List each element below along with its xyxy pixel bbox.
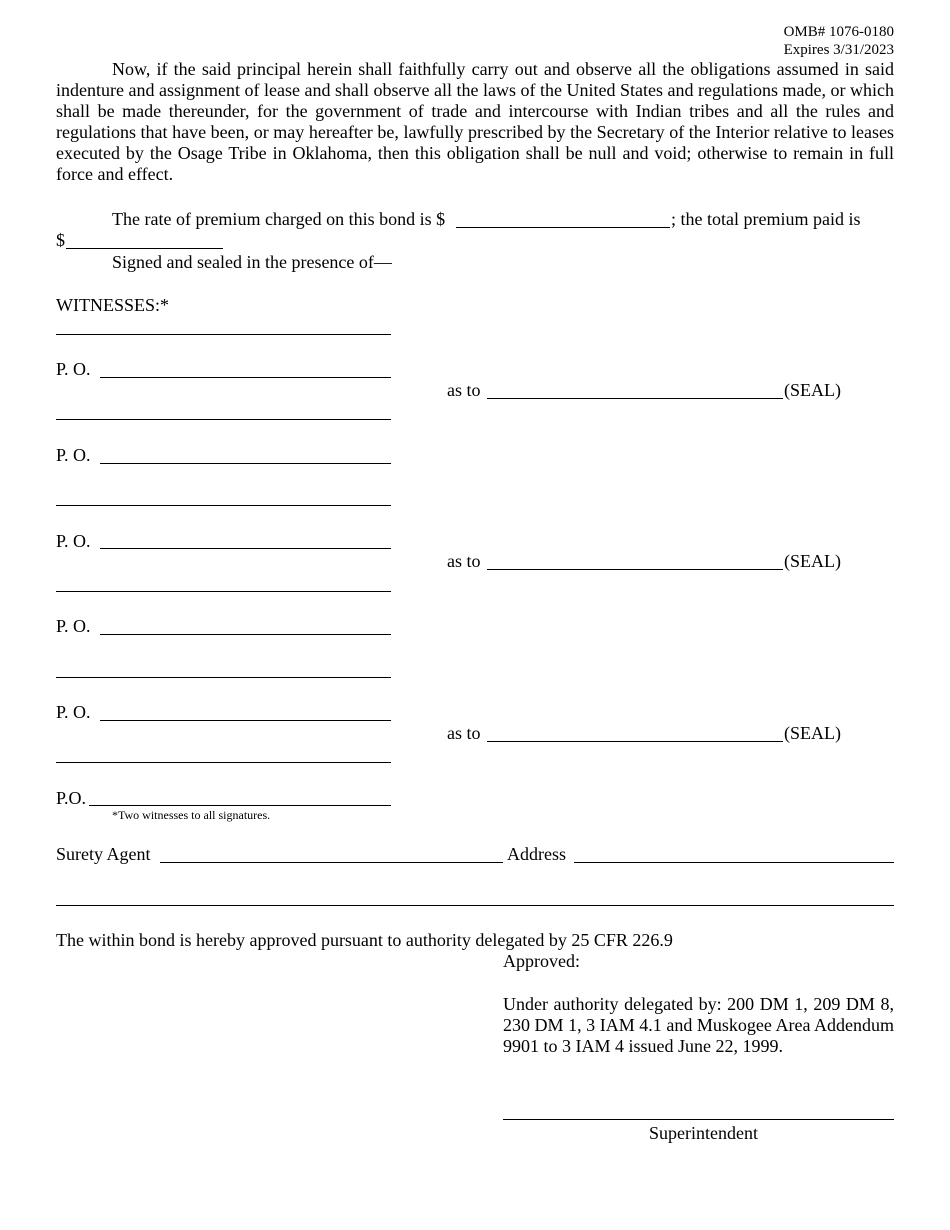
approved-label: Approved: bbox=[503, 951, 580, 971]
po-label: P.O. bbox=[56, 788, 87, 808]
witnesses-label: WITNESSES:* bbox=[56, 295, 170, 315]
seal-label: (SEAL) bbox=[784, 380, 841, 400]
surety-signature-field[interactable] bbox=[487, 741, 783, 742]
po-label: P. O. bbox=[56, 359, 91, 379]
po-label: P. O. bbox=[56, 445, 91, 465]
section-divider bbox=[56, 905, 894, 906]
surety-agent-label: Surety Agent bbox=[56, 844, 151, 864]
surety-agent-field[interactable] bbox=[160, 862, 503, 863]
witness-footnote: *Two witnesses to all signatures. bbox=[112, 808, 271, 822]
po-label: P. O. bbox=[56, 616, 91, 636]
premium-dollar-sign: $ bbox=[56, 230, 65, 250]
principal-signature-field[interactable] bbox=[487, 398, 783, 399]
witness-signature-line[interactable] bbox=[56, 334, 391, 335]
expiration-date: Expires 3/31/2023 bbox=[783, 42, 894, 58]
po-field[interactable] bbox=[100, 548, 391, 549]
as-to-label: as to bbox=[447, 380, 481, 400]
premium-total-text: ; the total premium paid is bbox=[671, 209, 861, 229]
signed-sealed-text: Signed and sealed in the presence of— bbox=[112, 252, 392, 272]
witness-signature-line[interactable] bbox=[56, 677, 391, 678]
witness-signature-line[interactable] bbox=[56, 419, 391, 420]
as-to-label: as to bbox=[447, 723, 481, 743]
premium-rate-text: The rate of premium charged on this bond is $ bbox=[112, 209, 446, 229]
po-field[interactable] bbox=[89, 805, 391, 806]
premium-rate-field[interactable] bbox=[456, 227, 670, 228]
omb-number: OMB# 1076-0180 bbox=[783, 24, 894, 40]
seal-label: (SEAL) bbox=[784, 723, 841, 743]
po-label: P. O. bbox=[56, 702, 91, 722]
superintendent-signature-line[interactable] bbox=[503, 1119, 894, 1120]
obligation-paragraph: Now, if the said principal herein shall faithfully carry out and observe all the obligations assumed in said indenture and assignment of lease and shall observe all the laws of the United States and regulations made, or which shall be made thereunder, for the government of trade and intercourse with Indian tribes and all the rules and regulations that have been, or may hereafter be, lawfully prescribed by the Secretary of the Interior relative to leases executed by the Osage Tribe in Oklahoma, then this obligation shall be null and void; otherwise to remain in full force and effect. bbox=[56, 59, 894, 184]
po-field[interactable] bbox=[100, 720, 391, 721]
po-field[interactable] bbox=[100, 463, 391, 464]
principal-signature-field[interactable] bbox=[487, 569, 783, 570]
premium-total-field[interactable] bbox=[66, 248, 223, 249]
witness-signature-line[interactable] bbox=[56, 762, 391, 763]
witness-signature-line[interactable] bbox=[56, 591, 391, 592]
po-field[interactable] bbox=[100, 377, 391, 378]
witness-signature-line[interactable] bbox=[56, 505, 391, 506]
authority-text: Under authority delegated by: 200 DM 1, 209 DM 8, 230 DM 1, 3 IAM 4.1 and Muskogee Area Addendum 9901 to 3 IAM 4 issued June 22, 1999. bbox=[503, 994, 894, 1056]
superintendent-label: Superintendent bbox=[649, 1123, 758, 1143]
address-field[interactable] bbox=[574, 862, 894, 863]
seal-label: (SEAL) bbox=[784, 551, 841, 571]
po-label: P. O. bbox=[56, 531, 91, 551]
approval-statement: The within bond is hereby approved pursuant to authority delegated by 25 CFR 226.9 bbox=[56, 930, 673, 950]
address-label: Address bbox=[507, 844, 566, 864]
as-to-label: as to bbox=[447, 551, 481, 571]
po-field[interactable] bbox=[100, 634, 391, 635]
